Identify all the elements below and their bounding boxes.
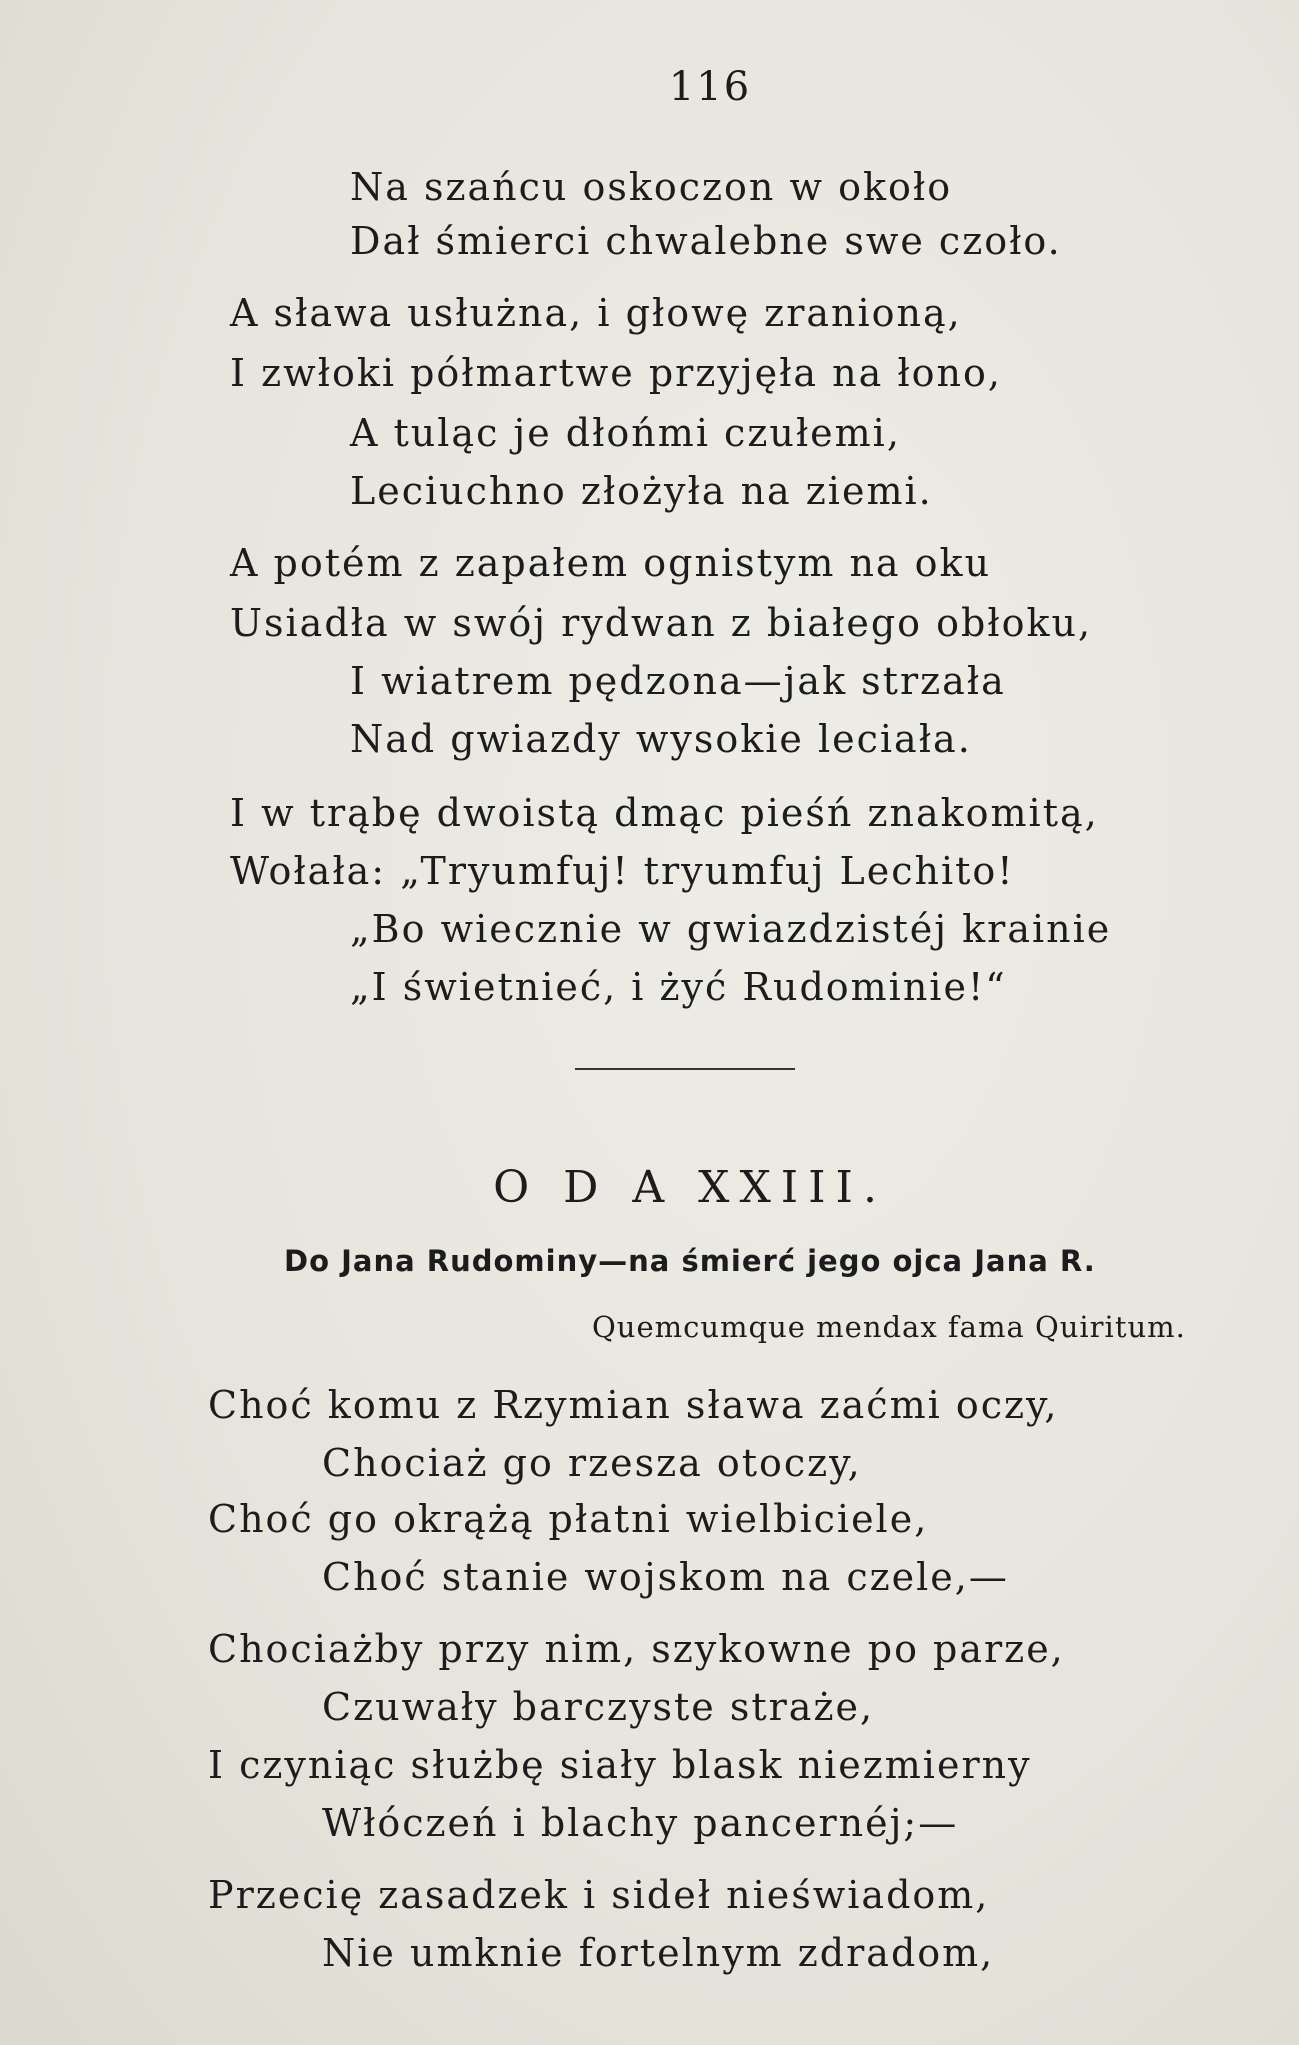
verse-line: Przecię zasadzek i sideł nieświadom, xyxy=(208,1873,990,1917)
verse-line: Usiadła w swój rydwan z białego obłoku, xyxy=(230,601,1093,645)
verse-line: A sława usłużna, i głowę zranioną, xyxy=(230,291,962,335)
verse-line: Chociaż go rzesza otoczy, xyxy=(322,1441,862,1485)
verse-line: I wiatrem pędzona—jak strzała xyxy=(350,659,1006,703)
verse-line: A tuląc je dłońmi czułemi, xyxy=(350,411,901,455)
verse-line: Nad gwiazdy wysokie leciała. xyxy=(350,717,972,761)
verse-line: Choć stanie wojskom na czele,— xyxy=(322,1555,1009,1599)
verse-line: Leciuchno złożyła na ziemi. xyxy=(350,469,933,513)
verse-line: „Bo wiecznie w gwiazdzistéj krainie xyxy=(350,907,1112,951)
verse-line: Na szańcu oskoczon w około xyxy=(350,165,953,209)
ode-subtitle: Do Jana Rudominy—na śmierć jego ojca Jana R. xyxy=(284,1244,1096,1278)
verse-line: Czuwały barczyste straże, xyxy=(322,1685,875,1729)
section-divider xyxy=(575,1068,795,1070)
verse-line: Nie umknie fortelnym zdradom, xyxy=(322,1931,995,1975)
verse-line: A potém z zapałem ognistym na oku xyxy=(230,541,992,585)
verse-line: Chociażby przy nim, szykowne po parze, xyxy=(208,1627,1065,1671)
verse-line: Wołała: „Tryumfuj! tryumfuj Lechito! xyxy=(230,849,1015,893)
verse-line: I czyniąc służbę siały blask niezmierny xyxy=(208,1743,1032,1787)
ode-title: O D A XXIII. xyxy=(493,1162,887,1213)
verse-line: Choć komu z Rzymian sława zaćmi oczy, xyxy=(208,1383,1059,1427)
verse-line: „I świetnieć, i żyć Rudominie!“ xyxy=(350,965,1007,1009)
page-number: 116 xyxy=(668,64,752,110)
epigraph: Quemcumque mendax fama Quiritum. xyxy=(592,1310,1186,1344)
verse-line: Włóczeń i blachy pancernéj;— xyxy=(322,1801,959,1845)
verse-line: I w trąbę dwoistą dmąc pieśń znakomitą, xyxy=(230,791,1099,835)
verse-line: Choć go okrążą płatni wielbiciele, xyxy=(208,1497,929,1541)
verse-line: Dał śmierci chwalebne swe czoło. xyxy=(350,219,1062,263)
verse-line: I zwłoki półmartwe przyjęła na łono, xyxy=(230,351,1002,395)
